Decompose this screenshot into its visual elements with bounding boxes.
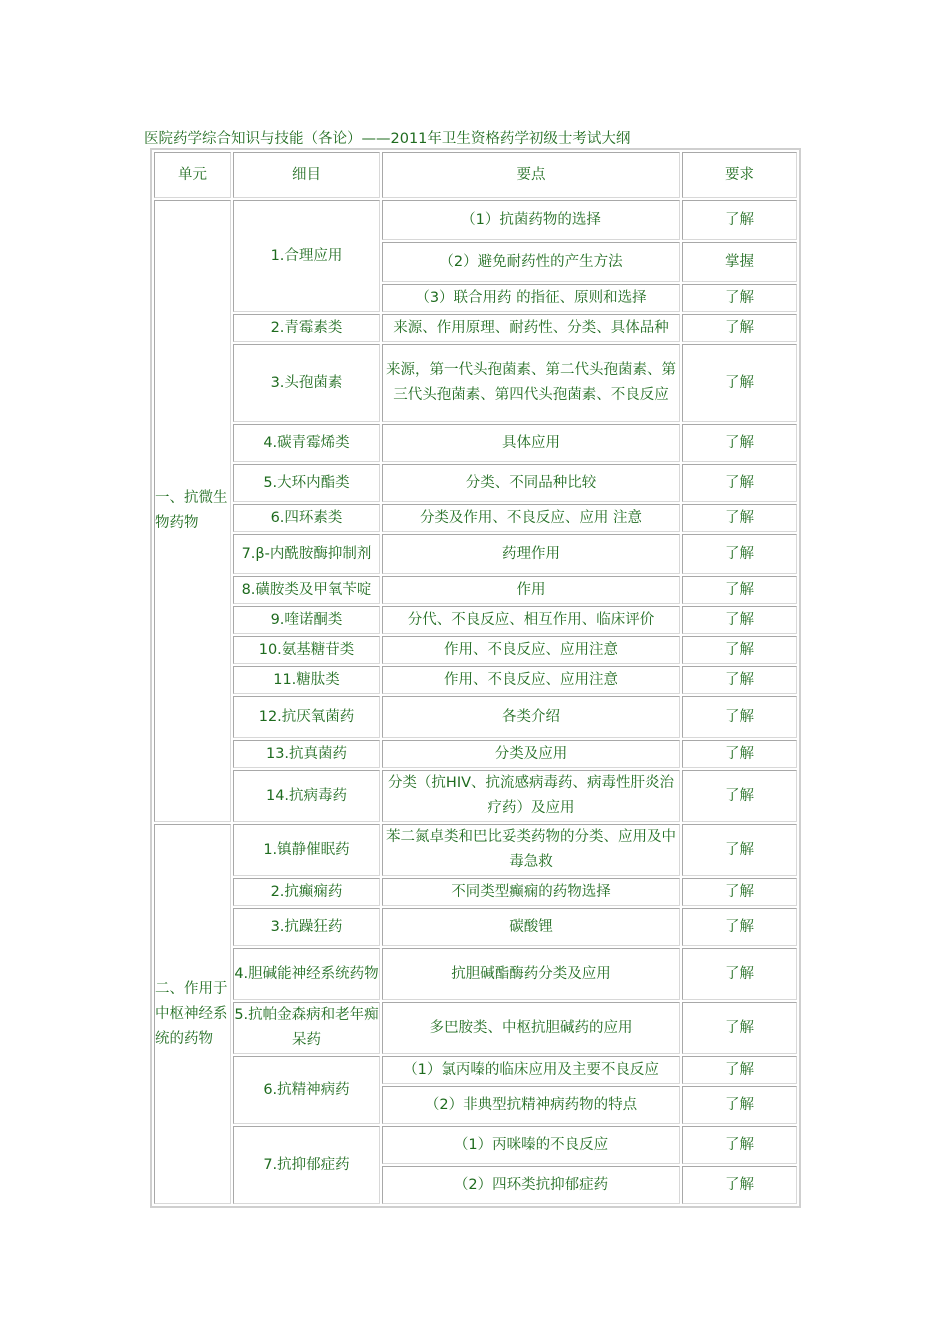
table-row (154, 344, 797, 422)
requirement-cell: 了解 (682, 504, 797, 532)
header-requirement: 要求 (682, 152, 797, 198)
syllabus-table (150, 148, 801, 1208)
point-cell: 作用、不良反应、应用注意 (382, 636, 680, 664)
requirement-cell: 了解 (682, 314, 797, 342)
item-cell: 3.抗躁狂药 (233, 908, 380, 946)
requirement-cell: 了解 (682, 464, 797, 502)
item-cell: 3.头孢菌素 (233, 344, 380, 422)
requirement-cell: 了解 (682, 284, 797, 312)
table-row (154, 908, 797, 946)
point-cell: 来源、作用原理、耐药性、分类、具体品种 (382, 314, 680, 342)
requirement-cell: 了解 (682, 534, 797, 574)
requirement-cell: 了解 (682, 1056, 797, 1084)
table-row (154, 636, 797, 664)
item-cell: 1.镇静催眠药 (233, 824, 380, 876)
table-row (154, 740, 797, 768)
requirement-cell: 了解 (682, 948, 797, 1000)
requirement-cell: 了解 (682, 1166, 797, 1204)
requirement-cell: 了解 (682, 1086, 797, 1124)
point-cell: 作用、不良反应、应用注意 (382, 666, 680, 694)
unit-cell: 一、抗微生物药物 (154, 200, 231, 822)
table-row (154, 1002, 797, 1054)
table-header-row (154, 152, 797, 198)
table-row (154, 696, 797, 738)
item-cell: 14.抗病毒药 (233, 770, 380, 822)
requirement-cell: 了解 (682, 424, 797, 462)
item-cell: 1.合理应用 (233, 200, 380, 312)
table-row (154, 464, 797, 502)
requirement-cell: 了解 (682, 344, 797, 422)
item-cell: 6.四环素类 (233, 504, 380, 532)
table-row (154, 1126, 797, 1164)
item-cell: 11.糖肽类 (233, 666, 380, 694)
point-cell: 分类、不同品种比较 (382, 464, 680, 502)
item-cell: 2.青霉素类 (233, 314, 380, 342)
point-cell: 分类及作用、不良反应、应用 注意 (382, 504, 680, 532)
table-row (154, 504, 797, 532)
requirement-cell: 了解 (682, 636, 797, 664)
item-cell: 7.β-内酰胺酶抑制剂 (233, 534, 380, 574)
item-cell: 2.抗癫痫药 (233, 878, 380, 906)
item-cell: 5.抗帕金森病和老年痴呆药 (233, 1002, 380, 1054)
point-cell: 苯二氮卓类和巴比妥类药物的分类、应用及中毒急救 (382, 824, 680, 876)
item-cell: 6.抗精神病药 (233, 1056, 380, 1124)
table-row (154, 200, 797, 240)
requirement-cell: 了解 (682, 1002, 797, 1054)
table-row (154, 534, 797, 574)
item-cell: 9.喹诺酮类 (233, 606, 380, 634)
item-cell: 7.抗抑郁症药 (233, 1126, 380, 1204)
item-cell: 5.大环内酯类 (233, 464, 380, 502)
item-cell: 4.胆碱能神经系统药物 (233, 948, 380, 1000)
table-row (154, 314, 797, 342)
point-cell: 各类介绍 (382, 696, 680, 738)
point-cell: 分类（抗HIV、抗流感病毒药、病毒性肝炎治疗药）及应用 (382, 770, 680, 822)
requirement-cell: 了解 (682, 740, 797, 768)
point-cell: 作用 (382, 576, 680, 604)
point-cell: 具体应用 (382, 424, 680, 462)
point-cell: 药理作用 (382, 534, 680, 574)
table-row (154, 576, 797, 604)
requirement-cell: 了解 (682, 824, 797, 876)
header-unit: 单元 (154, 152, 231, 198)
point-cell: （2）四环类抗抑郁症药 (382, 1166, 680, 1204)
point-cell: （3）联合用药 的指征、原则和选择 (382, 284, 680, 312)
requirement-cell: 了解 (682, 696, 797, 738)
requirement-cell: 了解 (682, 666, 797, 694)
item-cell: 4.碳青霉烯类 (233, 424, 380, 462)
requirement-cell: 了解 (682, 1126, 797, 1164)
point-cell: （1）抗菌药物的选择 (382, 200, 680, 240)
requirement-cell: 了解 (682, 878, 797, 906)
requirement-cell: 了解 (682, 606, 797, 634)
unit-cell: 二、作用于中枢神经系统的药物 (154, 824, 231, 1204)
point-cell: （2）避免耐药性的产生方法 (382, 242, 680, 282)
item-cell: 10.氨基糖苷类 (233, 636, 380, 664)
table-row (154, 666, 797, 694)
header-item: 细目 (233, 152, 380, 198)
table-row (154, 878, 797, 906)
point-cell: 分类及应用 (382, 740, 680, 768)
point-cell: 碳酸锂 (382, 908, 680, 946)
table-row (154, 1056, 797, 1084)
table-row (154, 948, 797, 1000)
requirement-cell: 了解 (682, 908, 797, 946)
item-cell: 8.磺胺类及甲氧苄啶 (233, 576, 380, 604)
table-row (154, 424, 797, 462)
point-cell: 多巴胺类、中枢抗胆碱药的应用 (382, 1002, 680, 1054)
item-cell: 12.抗厌氧菌药 (233, 696, 380, 738)
point-cell: （1）氯丙嗪的临床应用及主要不良反应 (382, 1056, 680, 1084)
point-cell: 分代、不良反应、相互作用、临床评价 (382, 606, 680, 634)
table-row (154, 606, 797, 634)
table-row (154, 824, 797, 876)
point-cell: 来源，第一代头孢菌素、第二代头孢菌素、第三代头孢菌素、第四代头孢菌素、不良反应 (382, 344, 680, 422)
point-cell: （1）丙咪嗪的不良反应 (382, 1126, 680, 1164)
requirement-cell: 了解 (682, 770, 797, 822)
item-cell: 13.抗真菌药 (233, 740, 380, 768)
header-point: 要点 (382, 152, 680, 198)
table-row (154, 770, 797, 822)
point-cell: 不同类型癫痫的药物选择 (382, 878, 680, 906)
requirement-cell: 了解 (682, 200, 797, 240)
point-cell: 抗胆碱酯酶药分类及应用 (382, 948, 680, 1000)
requirement-cell: 掌握 (682, 242, 797, 282)
requirement-cell: 了解 (682, 576, 797, 604)
document-title: 医院药学综合知识与技能（各论）——2011年卫生资格药学初级士考试大纲 (144, 131, 631, 147)
point-cell: （2）非典型抗精神病药物的特点 (382, 1086, 680, 1124)
